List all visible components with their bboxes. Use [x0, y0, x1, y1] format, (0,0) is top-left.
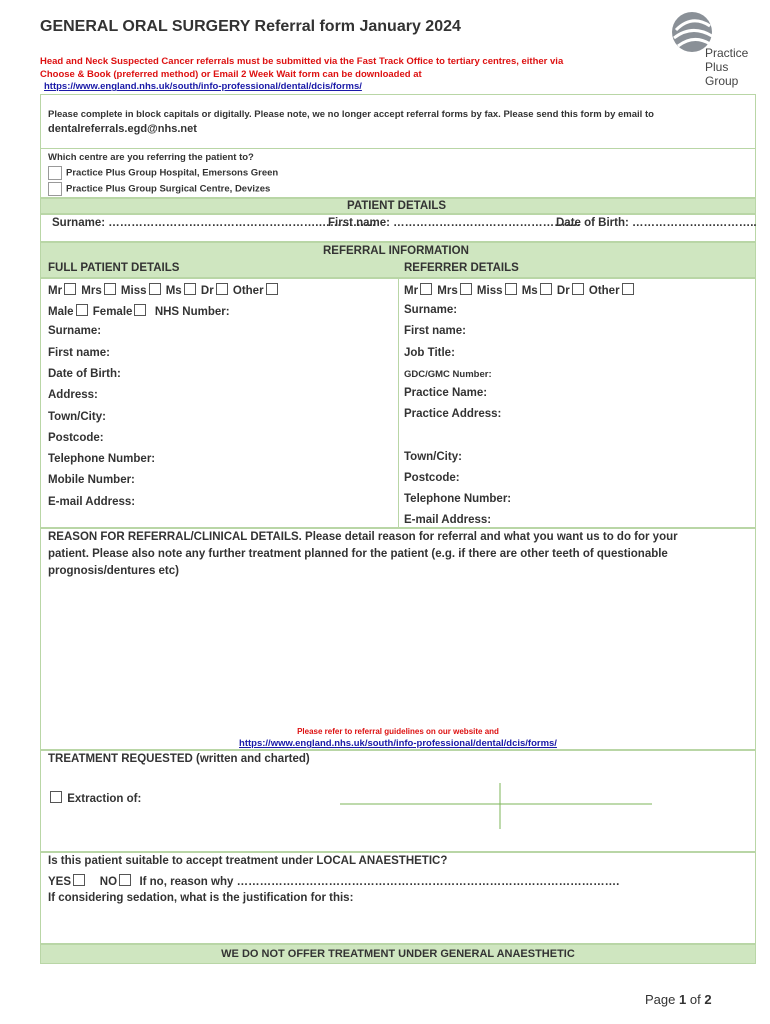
instructions-text: Please complete in block capitals or digitally. Please note, we no longer accept referral forms by fax. Please send this form by email to: [48, 109, 654, 120]
patient-postcode[interactable]: Postcode:: [48, 432, 104, 444]
logo-text: Practice Plus Group: [705, 46, 749, 88]
anaesthetic-answer[interactable]: YES NO If no, reason why ……………………………………………………………………………………….: [48, 876, 620, 888]
patient-first-name-field[interactable]: First name: ………………………………………….: [328, 217, 581, 229]
referral-info-heading: REFERRAL INFORMATION: [323, 245, 469, 257]
patient-title-options[interactable]: Mr Mrs Miss Ms Dr Other: [48, 283, 280, 297]
referrer-gdc-number[interactable]: GDC/GMC Number:: [404, 369, 492, 380]
checkbox-emersons-green[interactable]: [48, 166, 62, 180]
referrer-postcode[interactable]: Postcode:: [404, 472, 460, 484]
referrer-practice-address[interactable]: Practice Address:: [404, 408, 502, 420]
centre-option-emersons-green[interactable]: Practice Plus Group Hospital, Emersons Green: [48, 166, 278, 180]
page-title: GENERAL ORAL SURGERY Referral form January 2024: [40, 18, 461, 35]
patient-town[interactable]: Town/City:: [48, 411, 106, 423]
referrer-details-heading: REFERRER DETAILS: [404, 262, 519, 274]
patient-mobile[interactable]: Mobile Number:: [48, 474, 135, 486]
patient-email[interactable]: E-mail Address:: [48, 496, 136, 508]
referrer-title-options[interactable]: Mr Mrs Miss Ms Dr Other: [404, 283, 636, 297]
patient-gender-nhs[interactable]: Male Female NHS Number:: [48, 306, 230, 318]
referrer-town[interactable]: Town/City:: [404, 451, 462, 463]
warning-link[interactable]: https://www.england.nhs.uk/south/info-professional/dental/dcis/forms/: [44, 81, 362, 92]
referrer-telephone[interactable]: Telephone Number:: [404, 493, 512, 505]
anaesthetic-question: Is this patient suitable to accept treatment under LOCAL ANAESTHETIC?: [48, 855, 448, 867]
referrer-email[interactable]: E-mail Address:: [404, 514, 492, 526]
instructions-box: [40, 94, 756, 149]
reason-text-area[interactable]: [40, 584, 756, 724]
page-number: Page 1 of 2: [645, 992, 712, 1007]
referrer-job-title[interactable]: Job Title:: [404, 347, 455, 359]
treatment-heading: TREATMENT REQUESTED (written and charted): [48, 753, 310, 765]
patient-surname-field[interactable]: Surname: ……………………………………………….……………: [52, 217, 376, 229]
patient-telephone[interactable]: Telephone Number:: [48, 453, 156, 465]
reason-line-2: patient. Please also note any further treatment planned for the patient (e.g. if there are other teeth of questionable: [48, 548, 668, 560]
dental-chart-cross-icon[interactable]: [340, 783, 654, 829]
patient-dob-field[interactable]: Date of Birth: ………………….………..: [556, 217, 757, 229]
patient-first-name[interactable]: First name:: [48, 347, 110, 359]
referrer-practice-name[interactable]: Practice Name:: [404, 387, 488, 399]
general-anaesthetic-banner-text: WE DO NOT OFFER TREATMENT UNDER GENERAL ANAESTHETIC: [221, 948, 575, 960]
guideline-link[interactable]: https://www.england.nhs.uk/south/info-professional/dental/dcis/forms/: [239, 738, 557, 749]
patient-details-heading: PATIENT DETAILS: [347, 200, 447, 212]
referrer-surname[interactable]: Surname:: [404, 304, 458, 316]
guideline-text: Please refer to referral guidelines on our website and: [297, 727, 499, 736]
referral-info-divider: [398, 278, 399, 528]
reason-line-1: REASON FOR REFERRAL/CLINICAL DETAILS. Please detail reason for referral and what you want us to do for your: [48, 531, 678, 543]
reason-line-3: prognosis/dentures etc): [48, 565, 179, 577]
warning-line-2: Choose & Book (preferred method) or Email 2 Week Wait form can be downloaded at: [40, 69, 422, 80]
patient-address[interactable]: Address:: [48, 389, 98, 401]
sedation-question[interactable]: If considering sedation, what is the justification for this:: [48, 892, 354, 904]
full-patient-details-heading: FULL PATIENT DETAILS: [48, 262, 180, 274]
patient-surname[interactable]: Surname:: [48, 325, 102, 337]
checkbox-devizes[interactable]: [48, 182, 62, 196]
centre-option-devizes[interactable]: Practice Plus Group Surgical Centre, Devizes: [48, 182, 270, 196]
patient-dob[interactable]: Date of Birth:: [48, 368, 121, 380]
referrer-first-name[interactable]: First name:: [404, 325, 466, 337]
instructions-email[interactable]: dentalreferrals.egd@nhs.net: [48, 123, 197, 135]
centre-question: Which centre are you referring the patient to?: [48, 152, 254, 163]
warning-line-1: Head and Neck Suspected Cancer referrals must be submitted via the Fast Track Office to tertiary centres, either via: [40, 56, 564, 67]
extraction-option[interactable]: Extraction of:: [48, 791, 141, 805]
